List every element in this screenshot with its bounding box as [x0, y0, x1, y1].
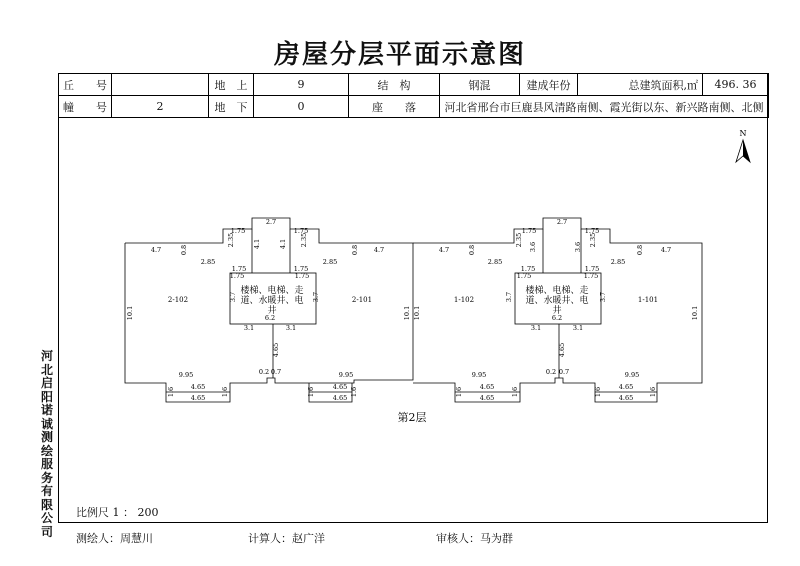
dimension-label: 1.75 [231, 265, 247, 273]
dimension-label: 1.75 [521, 227, 537, 235]
dimension-label: 4.65 [190, 383, 206, 391]
dimension-label: 1.75 [583, 272, 599, 280]
below-value: 0 [254, 96, 349, 118]
dimension-label: 2.7 [265, 218, 277, 226]
dimension-label: 1.75 [520, 265, 536, 273]
below-label: 地 下 [209, 96, 254, 118]
dimension-label: 4.65 [332, 383, 348, 391]
core-text-line: 道、水暖井、电 [525, 296, 589, 306]
dimension-label: 9.95 [471, 371, 487, 379]
structure-value: 钢混 [440, 74, 520, 96]
dimension-label: 6.2 [551, 314, 563, 322]
dimension-label: 4.65 [618, 394, 634, 402]
unit-label: 2-102 [167, 296, 189, 304]
core-text-line: 井 [267, 306, 277, 316]
building-value: 2 [112, 96, 209, 118]
dimension-label: 4.65 [332, 394, 348, 402]
area-value: 496. 36 [703, 74, 769, 96]
dimension-label: 2.35 [300, 232, 308, 248]
dimension-label: 2.35 [589, 232, 597, 248]
dimension-label: 0.2 [545, 368, 557, 376]
dimension-label: 3.7 [599, 291, 607, 303]
dimension-label: 3.7 [229, 291, 237, 303]
lot-label: 丘 号 [59, 74, 112, 96]
dimension-label: 4.65 [618, 383, 634, 391]
dimension-label: 3.6 [574, 241, 582, 253]
dimension-label: 1.6 [221, 386, 229, 398]
unit-label: 1-102 [453, 296, 475, 304]
dimension-label: 4.7 [373, 246, 385, 254]
dimension-label: 0.8 [180, 244, 188, 256]
area-label: 总建筑面积,㎡ [578, 74, 703, 96]
north-arrow-icon [736, 129, 750, 162]
dimension-label: 2.85 [610, 258, 626, 266]
unit-label: 2-101 [351, 296, 373, 304]
dimension-label: 1.75 [230, 227, 246, 235]
dimension-label: 4.65 [190, 394, 206, 402]
dimension-label: 2.35 [227, 232, 235, 248]
scale-label: 比例尺 1 ： 200 [76, 506, 159, 519]
dimension-label: 1.6 [511, 386, 519, 398]
unit-label: 1-101 [637, 296, 659, 304]
dimension-label: 1.6 [455, 386, 463, 398]
dimension-label: 1.6 [350, 386, 358, 398]
dimension-label: 4.65 [479, 394, 495, 402]
dimension-label: 2.85 [200, 258, 216, 266]
north-label: N [739, 129, 747, 138]
dimension-label: 3.1 [572, 324, 584, 332]
dimension-label: 3.1 [530, 324, 542, 332]
structure-label: 结 构 [349, 74, 440, 96]
dimension-label: 10.1 [403, 305, 411, 321]
dimension-label: 1.75 [516, 272, 532, 280]
dimension-label: 4.65 [272, 342, 280, 358]
dimension-label: 1.6 [167, 386, 175, 398]
core-text-line: 楼梯、电梯、走 [525, 286, 589, 296]
reviewer: 审核人：马为群 [436, 532, 513, 545]
location-label: 座 落 [349, 96, 440, 118]
core-text-line: 井 [552, 306, 562, 316]
dimension-label: 2.85 [322, 258, 338, 266]
dimension-label: 4.7 [150, 246, 162, 254]
dimension-label: 6.2 [264, 314, 276, 322]
dimension-label: 1.75 [584, 227, 600, 235]
dimension-label: 1.75 [294, 272, 310, 280]
dimension-label: 10.1 [691, 305, 699, 321]
dimension-label: 3.7 [505, 291, 513, 303]
location-value: 河北省邢台市巨鹿县风清路南侧、霞光街以东、新兴路南侧、北侧 [440, 96, 769, 118]
dimension-label: 2.85 [487, 258, 503, 266]
core-text-line: 楼梯、电梯、走 [240, 286, 304, 296]
dimension-label: 3.1 [285, 324, 297, 332]
dimension-label: 4.7 [660, 246, 672, 254]
dimension-label: 4.65 [479, 383, 495, 391]
company-name: 河北启阳诺诚测绘服务有限公司 [40, 349, 53, 539]
dimension-label: 2.7 [556, 218, 568, 226]
dimension-label: 10.1 [413, 305, 421, 321]
dimension-label: 3.1 [243, 324, 255, 332]
dimension-label: 3.7 [312, 291, 320, 303]
dimension-label: 0.8 [468, 244, 476, 256]
above-label: 地 上 [209, 74, 254, 96]
dimension-label: 0.7 [558, 368, 570, 376]
dimension-label: 10.1 [126, 305, 134, 321]
dimension-label: 0.8 [636, 244, 644, 256]
dimension-label: 0.8 [351, 244, 359, 256]
dimension-label: 1.6 [649, 386, 657, 398]
dimension-label: 3.6 [529, 241, 537, 253]
dimension-label: 1.6 [594, 386, 602, 398]
dimension-label: 1.75 [293, 265, 309, 273]
dimension-label: 0.2 [258, 368, 270, 376]
calculator: 计算人：赵广洋 [248, 532, 325, 545]
floor-label: 第2层 [397, 411, 427, 424]
dimension-label: 9.95 [624, 371, 640, 379]
dimension-label: 4.1 [253, 238, 261, 250]
page-title: 房屋分层平面示意图 [273, 40, 526, 70]
dimension-label: 9.95 [338, 371, 354, 379]
dimension-label: 4.65 [558, 342, 566, 358]
dimension-label: 9.95 [178, 371, 194, 379]
above-value: 9 [254, 74, 349, 96]
dimension-label: 0.7 [270, 368, 282, 376]
dimension-label: 1.75 [293, 227, 309, 235]
dimension-label: 4.7 [438, 246, 450, 254]
year-label: 建成年份 [520, 74, 578, 96]
dimension-label: 1.75 [229, 272, 245, 280]
dimension-label: 4.1 [279, 238, 287, 250]
building-label: 幢 号 [59, 96, 112, 118]
dimension-label: 1.75 [584, 265, 600, 273]
dimension-label: 1.6 [307, 386, 315, 398]
dimension-label: 2.35 [515, 232, 523, 248]
core-text-line: 道、水暖井、电 [240, 296, 304, 306]
surveyor: 测绘人：周慧川 [76, 532, 153, 545]
